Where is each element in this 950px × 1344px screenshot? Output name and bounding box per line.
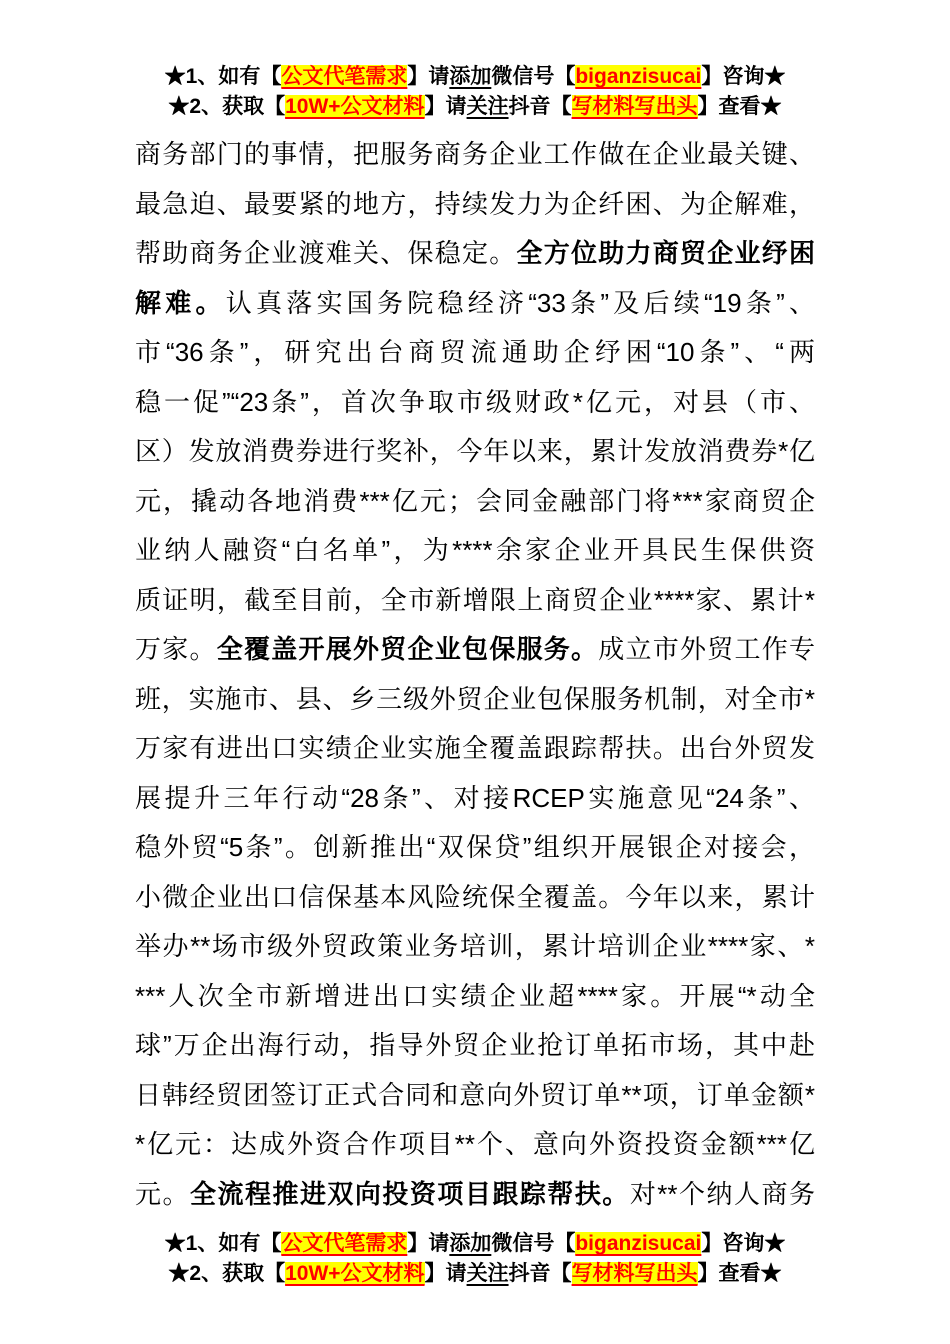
highlighted-wechat-id: biganzisucai [575, 65, 702, 88]
highlighted-materials-phrase: 10W+公文材料 [285, 95, 425, 118]
body-text-segment: 班，实施市、县、乡三级外贸企业包保服务机制，对全市* [135, 683, 815, 714]
body-text-segment: 万家。 [135, 634, 217, 664]
body-text-segment: 展提升三年行动“28条”、对接RCEP实施意见“24条”、 [135, 782, 815, 813]
body-text-segment: 业纳人融资“白名单”，为****余家企业开具民生保供资 [135, 535, 815, 565]
body-text-segment: 小微企业出口信保基本风险统保全覆盖。今年以来，累计 [135, 881, 815, 912]
body-line [135, 229, 815, 279]
body-text-segment: *亿元：达成外资合作项目**个、意向外资投资金额***亿 [135, 1129, 815, 1159]
highlighted-wechat-id: biganzisucai [575, 1232, 702, 1255]
promo-text: 】查看★ [697, 1262, 782, 1285]
body-text-segment: 成立市外贸工作专 [598, 634, 815, 664]
body-text-segment: ***人次全市新增进出口实绩企业超****家。开展“*动全 [135, 980, 815, 1011]
body-text-segment: 日韩经贸团签订正式合同和意向外贸订单**项，订单金额* [135, 1079, 815, 1110]
body-line [135, 576, 815, 626]
body-line [135, 922, 815, 972]
body-line [135, 130, 815, 180]
promo-footer-line-1 [135, 1229, 815, 1259]
promo-footer-line-2 [135, 1259, 815, 1289]
body-line [135, 378, 815, 428]
promo-text: 】咨询★ [701, 65, 786, 88]
promo-header-line-1 [135, 62, 815, 92]
body-line [135, 625, 815, 675]
body-line [135, 972, 815, 1022]
bold-key-sentence: 全方位助力商贸企业纾困 [516, 238, 815, 268]
promo-header [135, 62, 815, 122]
promo-text: 抖音【 [508, 95, 572, 118]
body-line [135, 1071, 815, 1121]
promo-text: 】请 [424, 1262, 467, 1285]
body-line [135, 328, 815, 378]
body-line [135, 526, 815, 576]
body-line [135, 724, 815, 774]
body-text-segment: 稳外贸“5条”。创新推出“双保贷”组织开展银企对接会， [135, 832, 815, 862]
bold-key-sentence: 全覆盖开展外贸企业包保服务。 [216, 634, 599, 664]
highlighted-douyin-id: 写材料写出头 [571, 95, 698, 118]
promo-text: 微信号【 [491, 1232, 576, 1255]
promo-text: 】请 [424, 95, 467, 118]
bold-key-sentence: 全流程推进双向投资项目跟踪帮扶。 [189, 1178, 630, 1209]
promo-text: ★2、获取【 [168, 1262, 286, 1285]
underlined-action-word: 添加 [449, 1232, 492, 1255]
promo-text: 】请 [407, 1232, 450, 1255]
body-text-segment: 认真落实国务院稳经济“33条”及后续“19条”、 [225, 287, 815, 318]
body-line [135, 180, 815, 230]
body-line [135, 873, 815, 923]
body-text-segment: 市“36条”，研究出台商贸流通助企纾困“10条”、“两 [135, 337, 815, 367]
body-line [135, 1021, 815, 1071]
underlined-action-word: 添加 [449, 65, 492, 88]
body-text-segment: 举办**场市级外贸政策业务培训，累计培训企业****家、* [135, 931, 815, 961]
promo-text: 】咨询★ [701, 1232, 786, 1255]
body-line [135, 477, 815, 527]
promo-text: 抖音【 [508, 1262, 572, 1285]
body-line [135, 279, 815, 329]
body-line [135, 427, 815, 477]
promo-text: ★1、如有【 [164, 65, 282, 88]
body-text-segment: 万家有进出口实绩企业实施全覆盖跟踪帮扶。出台外贸发 [135, 733, 815, 763]
promo-text: ★1、如有【 [164, 1232, 282, 1255]
underlined-action-word: 关注 [466, 1262, 509, 1285]
highlighted-douyin-id: 写材料写出头 [571, 1262, 698, 1285]
body-line [135, 1120, 815, 1170]
promo-header-line-2 [135, 92, 815, 122]
document-body [135, 130, 815, 1219]
promo-text: 】请 [407, 65, 450, 88]
body-text-segment: 质证明，截至目前，全市新增限上商贸企业****家、累计* [135, 584, 815, 615]
bold-key-sentence: 解难。 [135, 287, 226, 318]
body-text-segment: 区）发放消费券进行奖补，今年以来，累计发放消费券*亿 [135, 436, 815, 466]
body-line [135, 675, 815, 725]
highlighted-service-phrase: 公文代笔需求 [281, 1232, 408, 1255]
body-text-segment: 元，撬动各地消费***亿元；会同金融部门将***家商贸企 [135, 485, 815, 516]
promo-footer [135, 1229, 815, 1289]
promo-text: 微信号【 [491, 65, 576, 88]
body-text-segment: 帮助商务企业渡难关、保稳定。 [135, 238, 517, 268]
body-text-segment: 商务部门的事情，把服务商务企业工作做在企业最关键、 [135, 139, 815, 169]
body-text-segment: 稳一促”“23条”，首次争取市级财政*亿元，对县（市、 [135, 386, 815, 417]
promo-text: 】查看★ [697, 95, 782, 118]
body-text-segment: 球”万企出海行动，指导外贸企业抢订单拓市场，其中赴 [135, 1030, 815, 1060]
underlined-action-word: 关注 [466, 95, 509, 118]
highlighted-service-phrase: 公文代笔需求 [281, 65, 408, 88]
promo-text: ★2、获取【 [168, 95, 286, 118]
body-text-segment: 元。 [135, 1178, 190, 1209]
body-line [135, 823, 815, 873]
body-text-segment: 最急迫、最要紧的地方，持续发力为企纤困、为企解难， [135, 188, 815, 219]
body-text-segment: 对**个纳人商务 [629, 1178, 815, 1209]
body-line [135, 774, 815, 824]
body-line [135, 1170, 815, 1220]
highlighted-materials-phrase: 10W+公文材料 [285, 1262, 425, 1285]
